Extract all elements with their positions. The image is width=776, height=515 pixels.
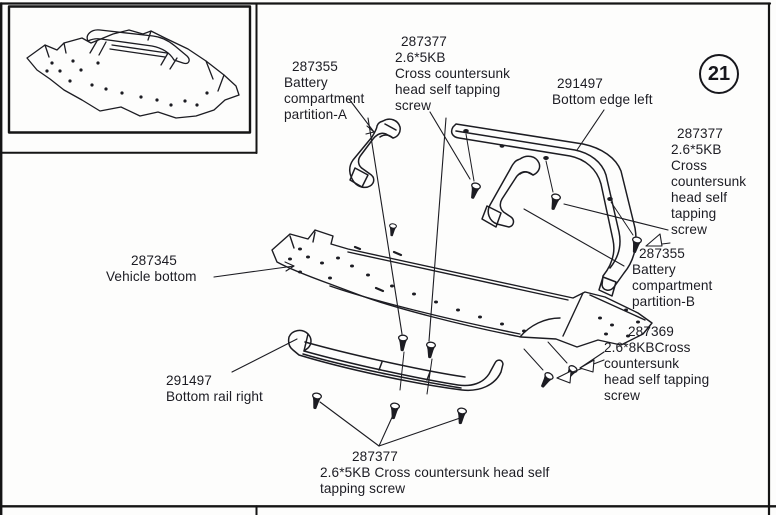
part-label-line: 2.6*5KB Cross countersunk head self	[320, 465, 550, 480]
part-label-line: tapping	[671, 206, 717, 221]
part-label-line: compartment	[284, 91, 365, 106]
inset-holes	[45, 59, 208, 106]
part-number: 287369	[628, 324, 674, 339]
part-label-line: partition-A	[284, 107, 348, 122]
label-screw-287377-bottom	[320, 449, 549, 497]
part-label-line: Vehicle bottom	[106, 269, 197, 284]
part-number: 287355	[639, 246, 685, 261]
part-number: 291497	[166, 373, 212, 388]
inset-box-border	[9, 7, 250, 133]
label-screw-287369	[604, 324, 709, 404]
part-label-line: screw	[604, 388, 640, 403]
screw-glyph	[425, 342, 435, 359]
screw-glyph	[398, 335, 408, 352]
part-label-line: head self	[671, 190, 728, 205]
screw-glyph	[456, 408, 467, 425]
label-bottom-rail-right	[166, 373, 263, 405]
part-label-line: partition-B	[632, 294, 696, 309]
label-battery-partition-a	[284, 59, 364, 123]
part-label-line: screw	[395, 98, 431, 113]
part-label-line: Battery	[284, 75, 328, 90]
part-label-line: 2.6*8KBCross	[604, 340, 691, 355]
part-number: 287377	[401, 34, 447, 49]
part-number: 287355	[292, 59, 338, 74]
part-label-line: Cross	[671, 158, 707, 173]
part-label-line: Bottom edge left	[552, 92, 653, 107]
screw-glyph	[549, 193, 561, 211]
part-label-line: compartment	[632, 278, 713, 293]
part-label-line: tapping screw	[320, 481, 406, 496]
part-label-line: screw	[671, 222, 707, 237]
label-battery-partition-b	[632, 246, 712, 310]
step-number-badge: 21	[699, 54, 739, 94]
part-number: 291497	[557, 76, 603, 91]
part-label-line: countersunk	[604, 356, 680, 371]
screw-glyph	[389, 403, 400, 420]
screw-glyph	[468, 182, 481, 200]
part-label-line: Bottom rail right	[166, 389, 263, 404]
battery-partition-b-part	[482, 156, 540, 227]
label-bottom-edge-left	[552, 76, 653, 108]
part-label-line: head self tapping	[604, 372, 710, 387]
part-label-line: Cross countersunk	[395, 66, 511, 81]
screw-glyph	[388, 223, 397, 236]
part-number: 287345	[131, 253, 177, 268]
label-vehicle-bottom	[106, 253, 197, 285]
part-number: 287377	[677, 126, 723, 141]
part-label-line: countersunk	[671, 174, 747, 189]
label-screw-287377-top	[395, 34, 510, 114]
part-label-line: 2.6*5KB	[671, 142, 722, 157]
screws	[310, 182, 642, 425]
screw-glyph	[310, 392, 321, 409]
part-label-line: 2.6*5KB	[395, 50, 446, 65]
screw-glyph	[538, 371, 554, 389]
label-screw-287377-right	[671, 126, 746, 238]
vehicle-bottom-part	[272, 230, 652, 347]
battery-partition-a-part	[350, 119, 400, 187]
part-label-line: Battery	[632, 262, 676, 277]
inset-assembled-view	[27, 30, 239, 118]
bottom-rail-right-part	[289, 330, 503, 390]
bottom-edge-left-part	[452, 124, 636, 296]
part-number: 287377	[352, 449, 398, 464]
part-label-line: head self tapping	[395, 82, 501, 97]
